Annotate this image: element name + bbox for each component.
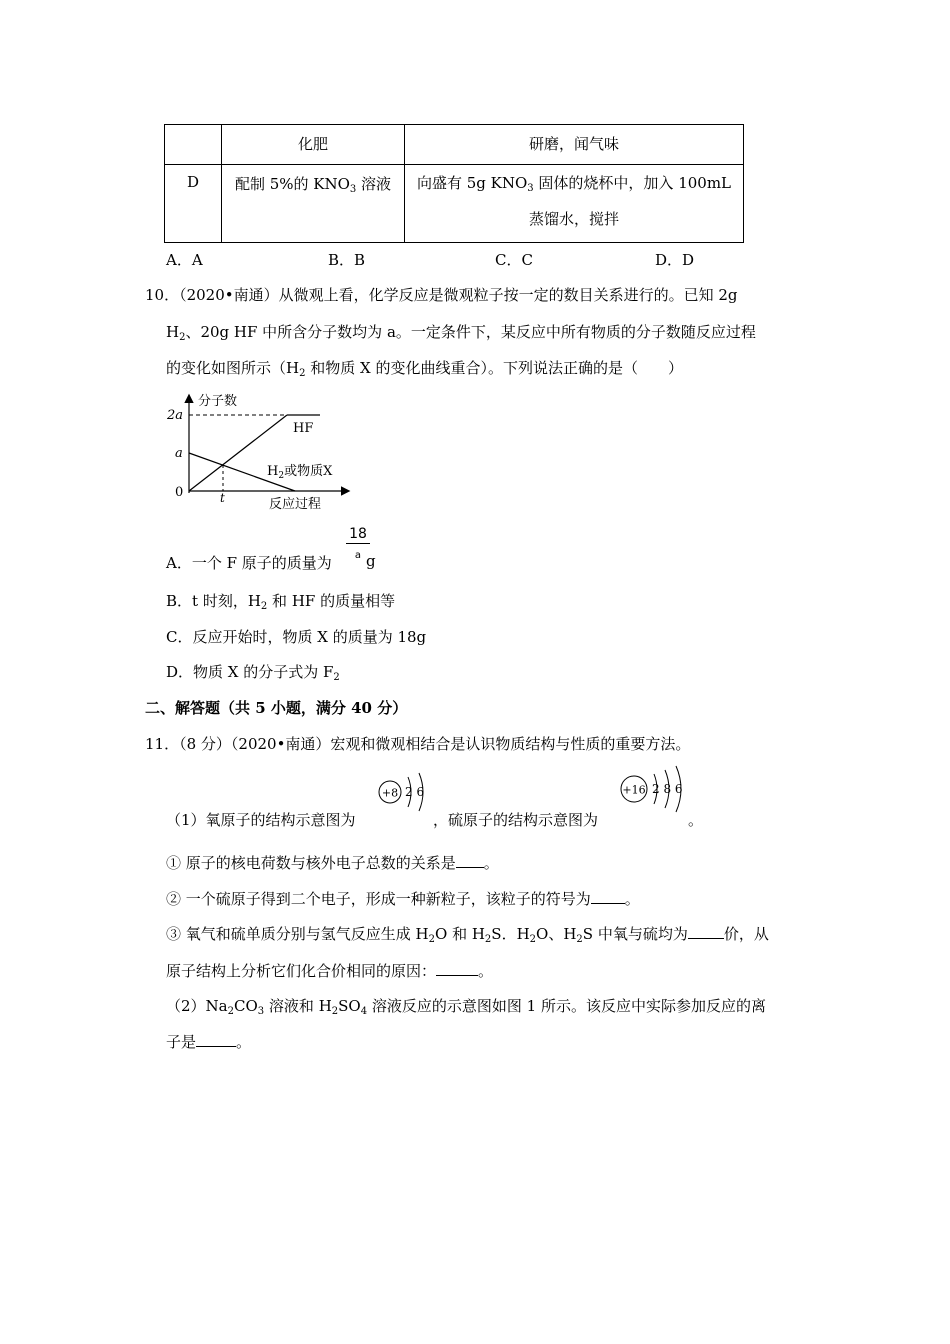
q11-part1-end: 。 xyxy=(688,811,704,829)
x-axis-label: 反应过程 xyxy=(269,497,322,512)
table-cell xyxy=(405,165,744,243)
subscript: 3 xyxy=(349,184,357,195)
molecule-count-graph xyxy=(165,388,365,513)
table-cell xyxy=(222,165,405,243)
table-row xyxy=(165,125,744,165)
q11-part1-middle: ，硫原子的结构示意图为 xyxy=(433,811,599,829)
q10-option-b: B．t 时刻，$H_2$ 和 HF 的质量相等 xyxy=(166,592,396,612)
sulfur-atom-diagram xyxy=(616,762,696,822)
q11-part1-prefix: （1）氧原子的结构示意图为 xyxy=(166,811,356,829)
numerator: 18 xyxy=(346,525,370,544)
svg-text:2 8 6: 2 8 6 xyxy=(652,782,683,796)
options-table xyxy=(164,124,744,243)
tick-a: a xyxy=(175,446,183,461)
question-10-line3: 的变化如图所示（$H_2$ 和物质 X 的变化曲线重合）。下列说法正确的是（ ） xyxy=(166,359,683,379)
tick-t: t xyxy=(220,491,225,505)
svg-text:+8: +8 xyxy=(381,786,399,800)
cell-text: 溶液 xyxy=(356,175,392,193)
q11-part2-line2: 子是 。 xyxy=(166,1033,252,1051)
section-heading: 二、解答题（共 5 小题，满分 40 分） xyxy=(145,699,408,717)
option-a: A．A xyxy=(166,251,203,269)
q10-option-c: C．反应开始时，物质 X 的质量为 18g xyxy=(166,628,427,646)
option-b: B．B xyxy=(328,251,366,269)
option-c: C．C xyxy=(495,251,533,269)
question-11-line1: 11．（8 分）（2020•南通）宏观和微观相结合是认识物质结构与性质的重要方法。 xyxy=(145,735,691,753)
table-cell: D xyxy=(165,165,222,243)
q10-option-d: D．物质 X 的分子式为 $F_2$ xyxy=(166,663,340,683)
question-10-line2: $H_2$、20g HF 中所含分子数均为 a。一定条件下，某反应中所有物质的分子数随反应过程 xyxy=(166,323,756,343)
option-d: D．D xyxy=(655,251,695,269)
question-10-line1: 10．（2020•南通）从微观上看，化学反应是微观粒子按一定的数目关系进行的。已知 2g xyxy=(145,286,738,304)
q11-item-3: ③ 氧气和硫单质分别与氢气反应生成 $H_2O$ 和 $H_2S$．$H_2O$、$H_2S$ 中氧与硫均为 价，从 xyxy=(166,925,769,945)
cell-text: 蒸馏水，搅拌 xyxy=(528,210,619,228)
denominator: a xyxy=(354,550,362,561)
hf-label: HF xyxy=(293,421,314,436)
svg-text:2 6: 2 6 xyxy=(405,785,425,799)
h2-x-label: $H_2$或物质X xyxy=(267,464,333,481)
q10-option-a: A．一个 F 原子的质量为 xyxy=(166,554,332,572)
tick-origin: 0 xyxy=(175,485,184,500)
table-cell: 化肥 xyxy=(222,125,405,165)
tick-2a: 2a xyxy=(167,408,184,423)
table-cell xyxy=(165,125,222,165)
table-row xyxy=(165,165,744,243)
hf-curve xyxy=(189,415,287,491)
oxygen-atom-diagram xyxy=(374,767,434,825)
cell-text: 向盛有 5g KNO xyxy=(416,174,528,192)
subscript: 3 xyxy=(527,183,534,194)
cell-text: 固体的烧杯中，加入 100mL xyxy=(533,174,732,192)
y-axis-label: 分子数 xyxy=(198,394,238,409)
svg-text:+16: +16 xyxy=(622,783,646,797)
q11-item-2: ② 一个硫原子得到二个电子，形成一种新粒子，该粒子的符号为 。 xyxy=(166,890,640,908)
cell-text: 配制 5%的 KNO xyxy=(234,175,350,193)
q11-item-3-line2: 原子结构上分析它们化合价相同的原因： 。 xyxy=(166,962,494,980)
q10-option-a-unit: g xyxy=(366,552,376,570)
q11-item-1: ① 原子的核电荷数与核外电子总数的关系是 。 xyxy=(166,854,499,872)
q11-part2-line1: $(2)Na_2CO_3$ 溶液和 $H_2SO_4$ 溶液反应的示意图如图 1 所示。该反应中实际参加反应的离 xyxy=(166,997,766,1017)
table-cell: 研磨，闻气味 xyxy=(405,125,744,165)
